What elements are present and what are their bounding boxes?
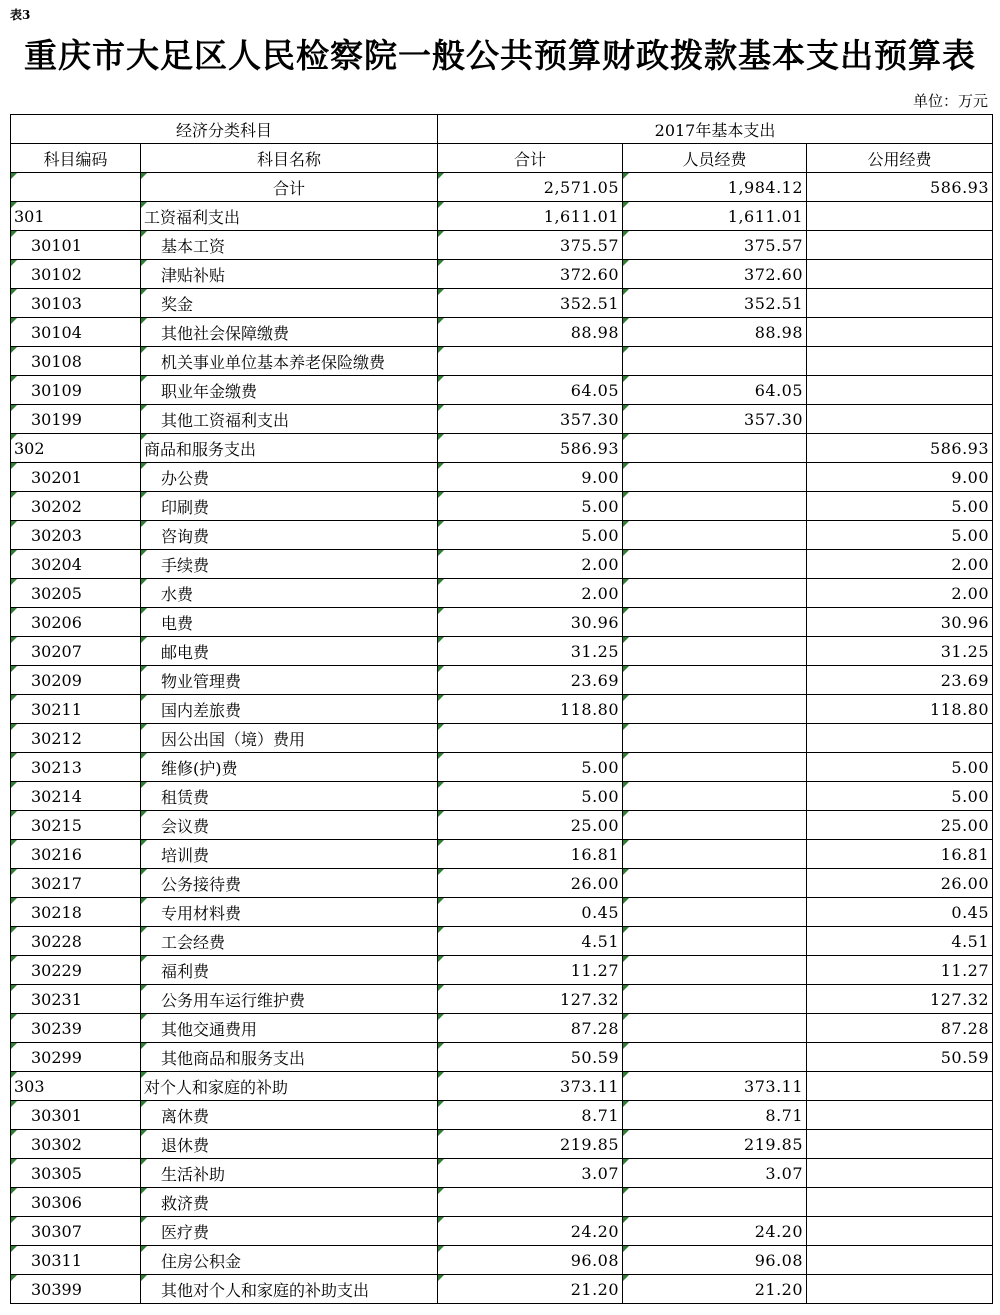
row-personnel: 219.85 [623,1130,807,1159]
row-total: 25.00 [438,811,623,840]
row-personnel [623,811,807,840]
row-total [438,1188,623,1217]
row-total: 357.30 [438,405,623,434]
table-row [11,695,993,724]
table-row [11,1101,993,1130]
row-code: 30201 [11,463,141,492]
row-personnel [623,985,807,1014]
row-name: 其他社会保障缴费 [141,318,438,347]
row-total: 87.28 [438,1014,623,1043]
row-code: 30103 [11,289,141,318]
table-row [11,840,993,869]
row-name: 离休费 [141,1101,438,1130]
row-code: 30104 [11,318,141,347]
row-personnel [623,782,807,811]
table-row [11,637,993,666]
row-name: 生活补助 [141,1159,438,1188]
row-public [807,260,993,289]
table-row [11,550,993,579]
row-public: 5.00 [807,782,993,811]
row-public [807,1130,993,1159]
row-code: 30239 [11,1014,141,1043]
row-code: 30306 [11,1188,141,1217]
row-public: 26.00 [807,869,993,898]
row-personnel [623,1188,807,1217]
row-personnel [623,956,807,985]
row-name: 其他交通费用 [141,1014,438,1043]
row-total: 64.05 [438,376,623,405]
row-personnel [623,724,807,753]
row-code: 30213 [11,753,141,782]
table-row [11,811,993,840]
row-total: 96.08 [438,1246,623,1275]
row-name: 福利费 [141,956,438,985]
row-personnel: 21.20 [623,1275,807,1304]
row-personnel: 357.30 [623,405,807,434]
row-personnel [623,898,807,927]
row-personnel: 372.60 [623,260,807,289]
row-code: 30311 [11,1246,141,1275]
row-name: 维修(护)费 [141,753,438,782]
row-name: 其他工资福利支出 [141,405,438,434]
row-code: 30217 [11,869,141,898]
row-total: 118.80 [438,695,623,724]
row-name: 住房公积金 [141,1246,438,1275]
row-public: 586.93 [807,173,993,202]
row-name: 合计 [141,173,438,202]
row-total: 1,611.01 [438,202,623,231]
row-public [807,318,993,347]
row-total: 372.60 [438,260,623,289]
row-name: 基本工资 [141,231,438,260]
table-row [11,1014,993,1043]
row-personnel [623,753,807,782]
table-row [11,956,993,985]
row-name: 工资福利支出 [141,202,438,231]
row-code: 30211 [11,695,141,724]
row-code: 30205 [11,579,141,608]
row-public [807,1159,993,1188]
header-economic-classification: 经济分类科目 [11,115,438,144]
budget-table [10,114,993,1304]
row-personnel [623,550,807,579]
row-code: 30399 [11,1275,141,1304]
row-code: 30299 [11,1043,141,1072]
row-total: 23.69 [438,666,623,695]
table-row [11,521,993,550]
row-personnel: 3.07 [623,1159,807,1188]
row-personnel: 352.51 [623,289,807,318]
row-personnel [623,492,807,521]
row-public [807,1217,993,1246]
row-total: 30.96 [438,608,623,637]
row-personnel [623,608,807,637]
row-code: 30203 [11,521,141,550]
row-total: 3.07 [438,1159,623,1188]
table-row [11,724,993,753]
table-row [11,231,993,260]
row-personnel: 88.98 [623,318,807,347]
row-name: 咨询费 [141,521,438,550]
row-personnel [623,347,807,376]
row-personnel: 96.08 [623,1246,807,1275]
row-public: 5.00 [807,521,993,550]
row-name: 电费 [141,608,438,637]
row-code: 30231 [11,985,141,1014]
table-row [11,985,993,1014]
row-personnel: 1,611.01 [623,202,807,231]
header-total: 合计 [438,144,623,173]
row-total: 5.00 [438,521,623,550]
table-row [11,898,993,927]
row-public [807,231,993,260]
row-personnel: 375.57 [623,231,807,260]
row-name: 其他商品和服务支出 [141,1043,438,1072]
row-code: 30218 [11,898,141,927]
row-name: 津贴补贴 [141,260,438,289]
row-name: 专用材料费 [141,898,438,927]
row-code: 30108 [11,347,141,376]
row-name: 公务用车运行维护费 [141,985,438,1014]
table-row [11,579,993,608]
row-name: 职业年金缴费 [141,376,438,405]
row-total: 0.45 [438,898,623,927]
row-code: 30229 [11,956,141,985]
header-column-row [11,144,993,173]
row-code: 30216 [11,840,141,869]
page-title: 重庆市大足区人民检察院一般公共预算财政拨款基本支出预算表 [24,36,976,75]
row-public: 4.51 [807,927,993,956]
row-total: 88.98 [438,318,623,347]
row-public [807,202,993,231]
row-public [807,1101,993,1130]
row-public [807,289,993,318]
row-personnel [623,927,807,956]
row-name: 会议费 [141,811,438,840]
row-total: 26.00 [438,869,623,898]
row-public: 23.69 [807,666,993,695]
row-code: 302 [11,434,141,463]
row-name: 水费 [141,579,438,608]
row-total: 219.85 [438,1130,623,1159]
row-code: 30101 [11,231,141,260]
row-code: 30202 [11,492,141,521]
row-public: 9.00 [807,463,993,492]
row-name: 商品和服务支出 [141,434,438,463]
row-total: 2.00 [438,579,623,608]
table-row [11,202,993,231]
row-public: 2.00 [807,579,993,608]
row-code: 30305 [11,1159,141,1188]
row-name: 救济费 [141,1188,438,1217]
row-code [11,173,141,202]
table-row [11,434,993,463]
table-row [11,1072,993,1101]
table-row [11,782,993,811]
row-code: 30206 [11,608,141,637]
table-body [11,173,993,1304]
row-personnel [623,840,807,869]
row-code: 30207 [11,637,141,666]
row-total: 5.00 [438,753,623,782]
row-personnel: 373.11 [623,1072,807,1101]
row-public: 0.45 [807,898,993,927]
row-total: 127.32 [438,985,623,1014]
row-code: 30209 [11,666,141,695]
row-public: 5.00 [807,753,993,782]
row-total: 4.51 [438,927,623,956]
row-name: 因公出国（境）费用 [141,724,438,753]
row-total: 8.71 [438,1101,623,1130]
table-row [11,608,993,637]
table-row [11,376,993,405]
row-total: 586.93 [438,434,623,463]
row-personnel [623,695,807,724]
row-total: 11.27 [438,956,623,985]
row-personnel [623,434,807,463]
row-public: 50.59 [807,1043,993,1072]
row-personnel [623,579,807,608]
row-total: 16.81 [438,840,623,869]
row-code: 30212 [11,724,141,753]
row-code: 30109 [11,376,141,405]
row-code: 30199 [11,405,141,434]
row-total: 24.20 [438,1217,623,1246]
row-personnel [623,637,807,666]
row-personnel: 24.20 [623,1217,807,1246]
row-name: 国内差旅费 [141,695,438,724]
table-row [11,1043,993,1072]
table-row [11,1159,993,1188]
row-public [807,1275,993,1304]
row-total: 373.11 [438,1072,623,1101]
row-public: 16.81 [807,840,993,869]
row-name: 培训费 [141,840,438,869]
row-personnel: 64.05 [623,376,807,405]
row-public [807,347,993,376]
row-name: 办公费 [141,463,438,492]
row-code: 30204 [11,550,141,579]
row-name: 奖金 [141,289,438,318]
row-public: 31.25 [807,637,993,666]
row-total: 2,571.05 [438,173,623,202]
row-code: 301 [11,202,141,231]
table-row [11,869,993,898]
header-code: 科目编码 [11,144,141,173]
row-total: 2.00 [438,550,623,579]
row-public: 30.96 [807,608,993,637]
row-name: 医疗费 [141,1217,438,1246]
row-personnel: 8.71 [623,1101,807,1130]
row-name: 手续费 [141,550,438,579]
row-total [438,347,623,376]
table-row [11,1130,993,1159]
row-code: 30228 [11,927,141,956]
row-personnel [623,1014,807,1043]
header-group-row [11,115,993,144]
table-row [11,1188,993,1217]
row-code: 303 [11,1072,141,1101]
table-row [11,405,993,434]
table-row [11,347,993,376]
unit-label: 单位：万元 [912,92,988,110]
row-public: 5.00 [807,492,993,521]
table-row [11,1217,993,1246]
row-public [807,376,993,405]
table-row [11,260,993,289]
row-code: 30214 [11,782,141,811]
table-row [11,1275,993,1304]
row-personnel [623,521,807,550]
row-name: 工会经费 [141,927,438,956]
row-public [807,724,993,753]
row-public [807,405,993,434]
row-total: 21.20 [438,1275,623,1304]
row-public: 25.00 [807,811,993,840]
row-name: 机关事业单位基本养老保险缴费 [141,347,438,376]
row-personnel [623,666,807,695]
table-row [11,666,993,695]
row-total: 375.57 [438,231,623,260]
table-row [11,492,993,521]
row-personnel: 1,984.12 [623,173,807,202]
row-name: 邮电费 [141,637,438,666]
row-personnel [623,1043,807,1072]
row-total: 5.00 [438,782,623,811]
row-code: 30102 [11,260,141,289]
header-name: 科目名称 [141,144,438,173]
row-name: 其他对个人和家庭的补助支出 [141,1275,438,1304]
table-row [11,173,993,202]
header-personnel: 人员经费 [623,144,807,173]
row-public [807,1072,993,1101]
row-public [807,1246,993,1275]
row-public: 11.27 [807,956,993,985]
row-public: 2.00 [807,550,993,579]
row-public: 118.80 [807,695,993,724]
row-total: 50.59 [438,1043,623,1072]
row-code: 30301 [11,1101,141,1130]
row-public: 127.32 [807,985,993,1014]
row-code: 30307 [11,1217,141,1246]
row-total: 5.00 [438,492,623,521]
table-number: 表3 [10,8,31,22]
row-total: 352.51 [438,289,623,318]
table-row [11,463,993,492]
row-total: 31.25 [438,637,623,666]
table-row [11,318,993,347]
row-name: 公务接待费 [141,869,438,898]
table-row [11,753,993,782]
row-total [438,724,623,753]
header-public: 公用经费 [807,144,993,173]
row-public: 87.28 [807,1014,993,1043]
table-row [11,289,993,318]
header-basic-expenditure-2017: 2017年基本支出 [438,115,993,144]
row-name: 租赁费 [141,782,438,811]
row-code: 30215 [11,811,141,840]
table-row [11,1246,993,1275]
row-name: 退休费 [141,1130,438,1159]
row-public [807,1188,993,1217]
row-name: 对个人和家庭的补助 [141,1072,438,1101]
row-personnel [623,869,807,898]
row-name: 物业管理费 [141,666,438,695]
row-total: 9.00 [438,463,623,492]
row-public: 586.93 [807,434,993,463]
row-personnel [623,463,807,492]
table-row [11,927,993,956]
row-code: 30302 [11,1130,141,1159]
row-name: 印刷费 [141,492,438,521]
